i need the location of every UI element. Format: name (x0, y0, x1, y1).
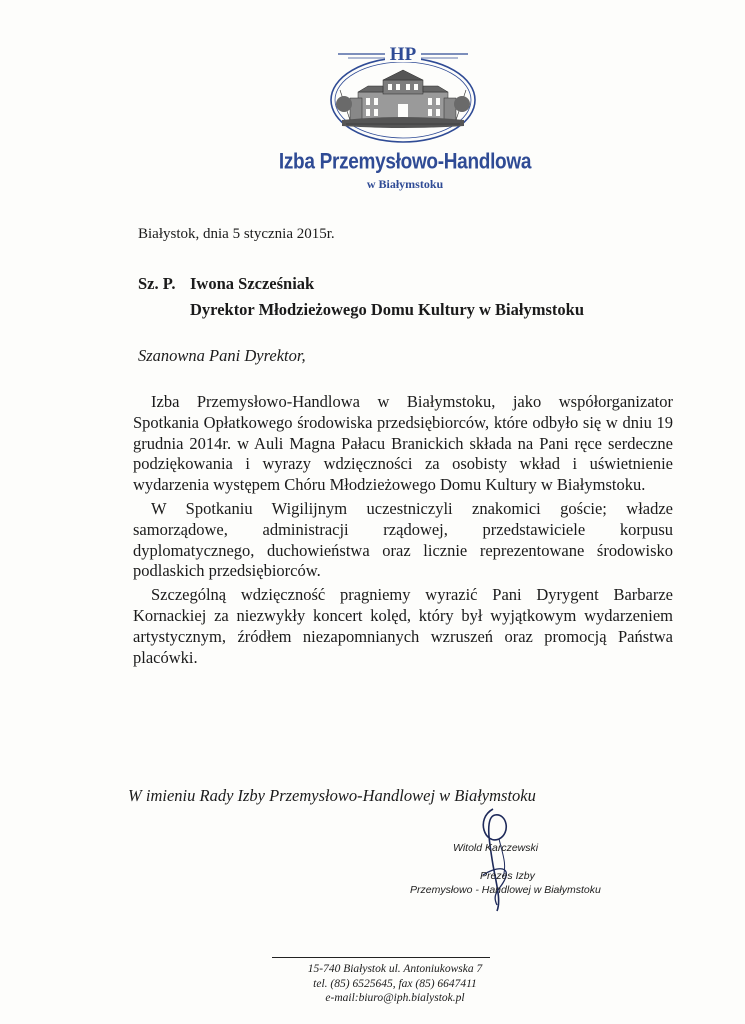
handwritten-signature (455, 805, 545, 915)
signatory-name: Witold Karczewski (453, 842, 539, 854)
footer-divider (272, 957, 490, 958)
addressee-line (138, 274, 314, 294)
org-city: w Białymstoku (366, 177, 444, 191)
chamber-logo (328, 40, 478, 144)
paragraph: Izba Przemysłowo-Handlowa w Białymstoku, jako współorganizator Spotkania Opłatkowego środowiska przedsiębiorców, które odbyło się w dniu 19 grudnia 2014r. w Auli Magna Pałacu Branickich składa na Pani ręce serdeczne podziękowania i wyrazy wdzięczności za osobisty wkład i uświetnienie wydarzenia występem Chóru Młodzieżowego Domu Kultury w Białymstoku. (133, 392, 673, 495)
signatory-title: Prezes Izby (480, 870, 535, 882)
footer-address: 15-740 Białystok ul. Antoniukowska 7 (307, 963, 483, 975)
closing-line: W imieniu Rady Izby Przemysłowo-Handlowej w Białymstoku (128, 786, 536, 805)
footer-phone: tel. (85) 6525645, fax (85) 6647411 (313, 977, 477, 990)
paragraph: Szczególną wdzięczność pragniemy wyrazić Pani Dyrygent Barbarze Kornackiej za niezwykły koncert kolęd, który był wyjątkowym wydarzeniem artystycznym, źródłem niezapomnianych wzruszeń oraz promocją Państwa placówki. (133, 585, 673, 667)
footer-email: e-mail:biuro@iph.bialystok.pl (325, 992, 465, 1004)
footer-contact (280, 962, 510, 1006)
letter-date: Białystok, dnia 5 stycznia 2015r. (138, 226, 335, 242)
paragraph: W Spotkaniu Wigilijnym uczestniczyli znakomici goście; władze samorządowe, administracji rządowej, przedstawiciele korpusu dyplomatycznego, duchowieństwa oraz licznie reprezentowane środowisko podlaskich przedsiębiorców. (133, 498, 673, 581)
salutation: Szanowna Pani Dyrektor, (138, 346, 306, 365)
addressee-name: Iwona Szcześniak (190, 274, 315, 293)
signatory-organization: Przemysłowo - Handlowej w Białymstoku (410, 884, 601, 896)
addressee-title: Dyrektor Młodzieżowego Domu Kultury w Białymstoku (190, 300, 584, 319)
org-name: Izba Przemysłowo-Handlowa (278, 150, 532, 175)
svg-text:HP: HP (389, 44, 417, 65)
letter-body (133, 392, 673, 668)
addressee-prefix: Sz. P. (138, 274, 176, 293)
